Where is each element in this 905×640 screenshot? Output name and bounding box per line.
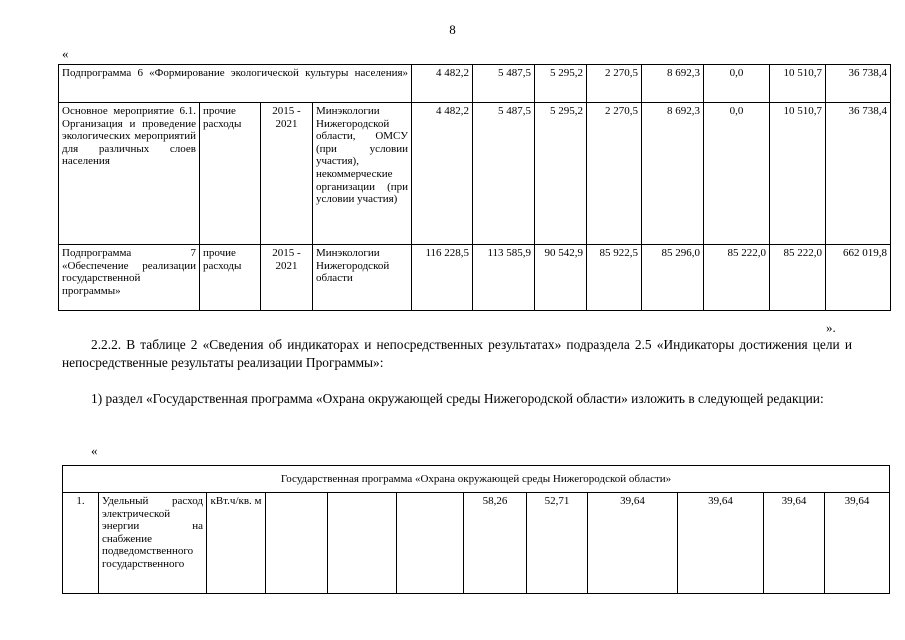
value-cell: 5 295,2 xyxy=(535,103,587,245)
closing-quote: ». xyxy=(826,320,836,335)
paragraph-item-1: 1) раздел «Государственная программа «Охрана окружающей среды Нижегородской области» изложить в следующей редакции: xyxy=(91,391,824,406)
paragraph-2-2-2: 2.2.2. В таблице 2 «Сведения об индикаторах и непосредственных результатах» подраздела 2.5 «Индикаторы достижения цели и непосредственные результаты реализации Программы»: xyxy=(62,337,852,370)
value-cell: 52,71 xyxy=(527,493,588,594)
program-header: Государственная программа «Охрана окружающей среды Нижегородской области» xyxy=(63,466,890,493)
expense-type: прочие расходы xyxy=(200,245,261,311)
value-cell: 39,64 xyxy=(588,493,678,594)
value-cell: 8 692,3 xyxy=(642,103,704,245)
value-cell: 8 692,3 xyxy=(642,65,704,103)
unit: кВт.ч/кв. м xyxy=(207,493,266,594)
value-cell: 39,64 xyxy=(825,493,890,594)
value-cell xyxy=(266,493,328,594)
period: 2015 - 2021 xyxy=(261,245,313,311)
value-cell: 2 270,5 xyxy=(587,103,642,245)
period: 2015 - 2021 xyxy=(261,103,313,245)
executor: Минэкологии Нижегородской области xyxy=(313,245,412,311)
value-cell: 36 738,4 xyxy=(826,103,891,245)
funding-table xyxy=(58,64,891,311)
value-cell: 0,0 xyxy=(704,103,770,245)
value-cell: 4 482,2 xyxy=(412,103,473,245)
value-cell xyxy=(328,493,397,594)
value-cell: 85 922,5 xyxy=(587,245,642,311)
subprogram-6-name: Подпрограмма 6 «Формирование экологической культуры населения» xyxy=(59,65,412,103)
value-cell: 662 019,8 xyxy=(826,245,891,311)
value-cell: 113 585,9 xyxy=(473,245,535,311)
expense-type: прочие расходы xyxy=(200,103,261,245)
opening-quote-2: « xyxy=(91,443,98,458)
value-cell: 39,64 xyxy=(764,493,825,594)
table-row xyxy=(63,493,890,594)
measure-6-1-name: Основное мероприятие 6.1. Организация и проведение экологических мероприятий для различных слоев населения xyxy=(59,103,200,245)
value-cell: 85 222,0 xyxy=(704,245,770,311)
value-cell: 58,26 xyxy=(464,493,527,594)
indicator-name: Удельный расход электрической энергии на снабжение подведомственного государственного xyxy=(99,493,207,594)
subprogram-7-name: Подпрограмма 7 «Обеспечение реализации государственной программы» xyxy=(59,245,200,311)
value-cell xyxy=(397,493,464,594)
value-cell: 116 228,5 xyxy=(412,245,473,311)
opening-quote: « xyxy=(62,46,69,61)
value-cell: 0,0 xyxy=(704,65,770,103)
table-header-row xyxy=(63,466,890,493)
value-cell: 10 510,7 xyxy=(770,103,826,245)
value-cell: 85 222,0 xyxy=(770,245,826,311)
row-number: 1. xyxy=(63,493,99,594)
value-cell: 36 738,4 xyxy=(826,65,891,103)
value-cell: 90 542,9 xyxy=(535,245,587,311)
table-row xyxy=(59,65,891,103)
value-cell: 10 510,7 xyxy=(770,65,826,103)
value-cell: 85 296,0 xyxy=(642,245,704,311)
value-cell: 5 295,2 xyxy=(535,65,587,103)
table-row xyxy=(59,103,891,245)
value-cell: 4 482,2 xyxy=(412,65,473,103)
value-cell: 39,64 xyxy=(678,493,764,594)
value-cell: 5 487,5 xyxy=(473,103,535,245)
value-cell: 2 270,5 xyxy=(587,65,642,103)
value-cell: 5 487,5 xyxy=(473,65,535,103)
table-row xyxy=(59,245,891,311)
executor: Минэкологии Нижегородской области, ОМСУ (при условии участия), некоммерческие организации (при условии участия) xyxy=(313,103,412,245)
indicators-table xyxy=(62,465,890,594)
page-number: 8 xyxy=(449,22,456,37)
